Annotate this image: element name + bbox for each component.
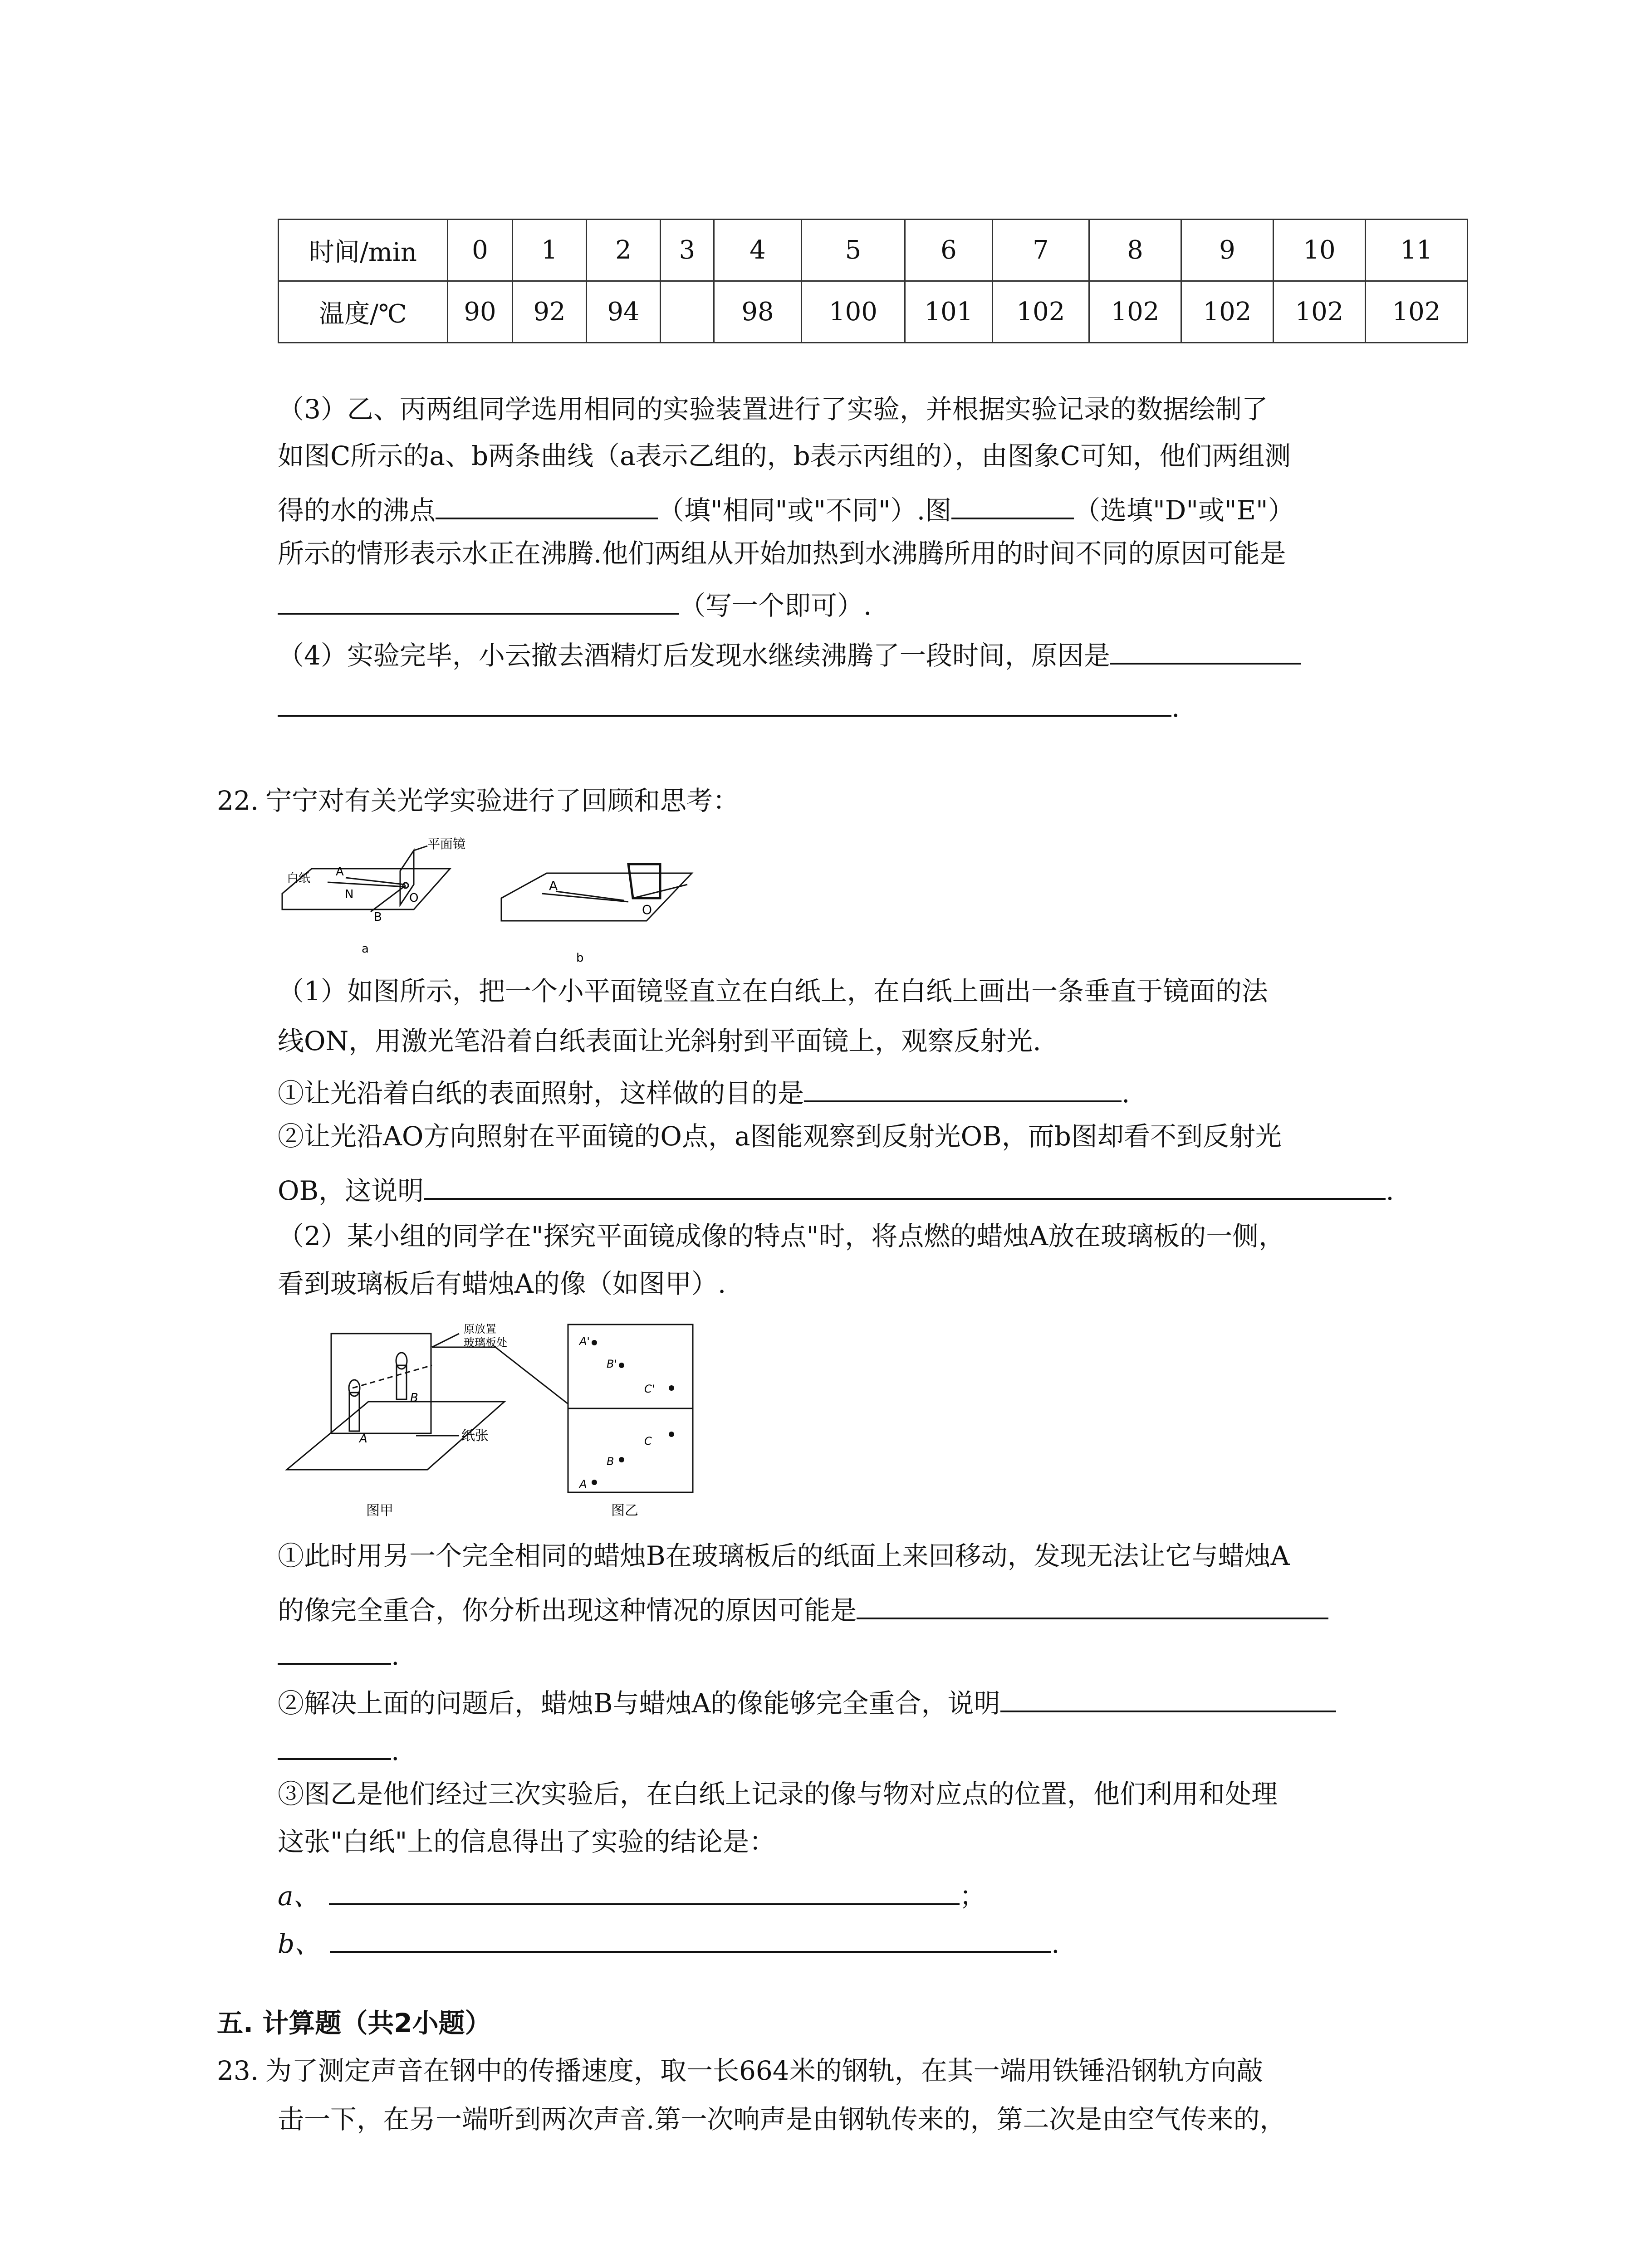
table-cell: 100 xyxy=(802,281,905,343)
table-cell: 5 xyxy=(802,220,905,281)
answer-blank[interactable] xyxy=(436,488,658,519)
table-cell: 6 xyxy=(905,220,993,281)
q23-line1: 为了测定声音在钢中的传播速度，取一长664米的钢轨，在其一端用铁锤沿钢轨方向敲 xyxy=(265,2055,1263,2086)
point-a-prime-label: A' xyxy=(579,1335,590,1348)
figure-a-caption: a xyxy=(362,942,369,956)
candle-b-label: B xyxy=(410,1391,418,1405)
reflection-figure-b xyxy=(492,835,701,971)
q22-p2-q1-line1: ①此时用另一个完全相同的蜡烛B在玻璃板后的纸面上来回移动，发现无法让它与蜡烛A xyxy=(278,1540,1290,1571)
q22-p2-q1-line2: 的像完全重合，你分析出现这种情况的原因可能是 xyxy=(278,1588,1328,1628)
q22-p1-q1: ①让光沿着白纸的表面照射，这样做的目的是 . xyxy=(278,1070,1130,1111)
q21-p4-line1: （4）实验完毕，小云撤去酒精灯后发现水继续沸腾了一段时间，原因是 xyxy=(278,633,1301,674)
q21-p3-line3: 得的水的沸点 （填"相同"或"不同"）.图 （选填"D"或"E"） xyxy=(278,488,1294,528)
conclusion-b: b、 . xyxy=(278,1921,1060,1962)
q22-number: 22. xyxy=(217,785,259,816)
q23-number: 23. xyxy=(217,2055,259,2086)
table-cell: 2 xyxy=(587,220,661,281)
q22-p1-line2: 线ON，用激光笔沿着白纸表面让光斜射到平面镜上，观察反射光. xyxy=(278,1026,1041,1056)
q22-p2-q2-line2: . xyxy=(278,1728,399,1769)
table-row xyxy=(279,281,1468,343)
q21-p3-line1: （3）乙、丙两组同学选用相同的实验装置进行了实验，并根据实验记录的数据绘制了 xyxy=(278,394,1268,425)
table-cell: 102 xyxy=(1274,281,1366,343)
table-cell: 1 xyxy=(513,220,587,281)
answer-blank[interactable] xyxy=(1110,633,1301,665)
point-c-prime-label: C' xyxy=(644,1383,655,1395)
table-cell: 0 xyxy=(448,220,513,281)
plane-mirror-figure xyxy=(278,1315,731,1538)
answer-blank[interactable] xyxy=(951,488,1074,519)
table-cell: 8 xyxy=(1089,220,1181,281)
section-heading: 五. 计算题（共2小题） xyxy=(217,2008,491,2038)
table-cell: 102 xyxy=(1089,281,1181,343)
q22-p2-q3-line2: 这张"白纸"上的信息得出了实验的结论是： xyxy=(278,1826,776,1857)
q22-p2-line1: （2）某小组的同学在"探究平面镜成像的特点"时，将点燃的蜡烛A放在玻璃板的一侧， xyxy=(278,1221,1285,1251)
q22-p2-q3-line1: ③图乙是他们经过三次实验后，在白纸上记录的像与物对应点的位置，他们利用和处理 xyxy=(278,1779,1278,1809)
q21-p4-line2: . xyxy=(278,685,1180,726)
table-cell: 11 xyxy=(1366,220,1468,281)
q22-p1-q2-line2: OB，这说明 . xyxy=(278,1168,1394,1209)
q22-p1-line1: （1）如图所示，把一个小平面镜竖直立在白纸上，在白纸上画出一条垂直于镜面的法 xyxy=(278,976,1268,1007)
table-header-temp: 温度/℃ xyxy=(279,281,448,343)
q23-line2: 击一下，在另一端听到两次声音.第一次响声是由钢轨传来的，第二次是由空气传来的， xyxy=(278,2104,1286,2135)
candle-a-label: A xyxy=(359,1432,367,1446)
q21-p3-line4: 所示的情形表示水正在沸腾.他们两组从开始加热到水沸腾所用的时间不同的原因可能是 xyxy=(278,538,1286,569)
point-o-label: O xyxy=(409,891,419,905)
table-cell: 98 xyxy=(714,281,802,343)
paper-label: 白纸 xyxy=(287,872,311,885)
answer-blank[interactable] xyxy=(278,583,679,615)
q22-p2-q2-line1: ②解决上面的问题后，蜡烛B与蜡烛A的像能够完全重合，说明 xyxy=(278,1681,1336,1721)
point-a-label: A xyxy=(549,878,558,893)
glass-label-line2: 玻璃板处 xyxy=(464,1336,507,1349)
table-header-time: 时间/min xyxy=(279,220,448,281)
table-row xyxy=(279,220,1468,281)
table-cell: 102 xyxy=(1366,281,1468,343)
answer-blank[interactable] xyxy=(278,1633,391,1665)
paper-label: 纸张 xyxy=(461,1428,489,1444)
q22-title: 宁宁对有关光学实验进行了回顾和思考： xyxy=(265,785,740,816)
answer-blank[interactable] xyxy=(804,1070,1122,1102)
answer-blank[interactable] xyxy=(857,1588,1328,1619)
answer-blank[interactable] xyxy=(278,1728,391,1760)
table-cell: 4 xyxy=(714,220,802,281)
table-cell: 102 xyxy=(993,281,1089,343)
point-b2-label: B xyxy=(607,1455,614,1468)
q21-p3-line5: （写一个即可）. xyxy=(278,583,872,624)
table-cell: 90 xyxy=(448,281,513,343)
point-b-prime-label: B' xyxy=(607,1358,617,1370)
answer-blank[interactable] xyxy=(330,1921,1051,1953)
figure-b-caption: b xyxy=(576,951,584,965)
figure-jia-caption: 图甲 xyxy=(366,1503,393,1519)
point-o-label: O xyxy=(642,902,652,917)
point-b-label: B xyxy=(374,910,382,924)
table-cell: 10 xyxy=(1274,220,1366,281)
glass-label-line1: 原放置 xyxy=(464,1323,496,1335)
answer-blank[interactable] xyxy=(1000,1681,1336,1712)
q22-p2-q1-line3: . xyxy=(278,1633,399,1674)
point-a-label: A xyxy=(336,865,344,879)
table-cell: 7 xyxy=(993,220,1089,281)
figure-yi-caption: 图乙 xyxy=(611,1503,638,1519)
answer-blank[interactable] xyxy=(329,1873,960,1905)
table-cell: 3 xyxy=(661,220,714,281)
table-cell: 92 xyxy=(513,281,587,343)
point-a2-label: A xyxy=(579,1478,587,1491)
point-n-label: N xyxy=(345,888,354,901)
point-c-label: C xyxy=(644,1435,652,1447)
reflection-figure-a xyxy=(278,835,468,966)
table-cell: 94 xyxy=(587,281,661,343)
answer-blank[interactable] xyxy=(278,685,1171,717)
q22-p2-line2: 看到玻璃板后有蜡烛A的像（如图甲）. xyxy=(278,1268,726,1299)
answer-blank[interactable] xyxy=(424,1168,1386,1200)
table-cell: 9 xyxy=(1181,220,1274,281)
table-cell: 101 xyxy=(905,281,993,343)
conclusion-a: a、 ； xyxy=(278,1873,986,1914)
q21-p3-line2: 如图C所示的a、b两条曲线（a表示乙组的，b表示丙组的），由图象C可知，他们两组测 xyxy=(278,440,1291,471)
temperature-time-table xyxy=(278,219,1468,343)
mirror-label: 平面镜 xyxy=(427,836,466,851)
table-cell: 102 xyxy=(1181,281,1274,343)
q22-p1-q2-line1: ②让光沿AO方向照射在平面镜的O点，a图能观察到反射光OB，而b图却看不到反射光 xyxy=(278,1121,1282,1152)
table-cell xyxy=(661,281,714,343)
